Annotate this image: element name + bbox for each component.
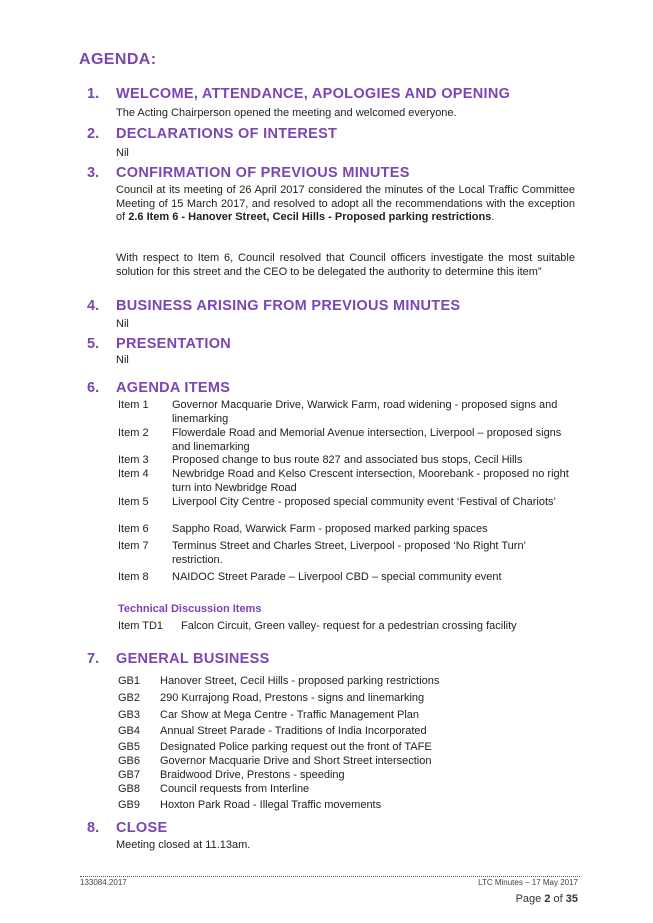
- general-business-item: [0, 769, 653, 783]
- section-3-title: CONFIRMATION OF PREVIOUS MINUTES: [116, 165, 410, 181]
- section-8-body: Meeting closed at 11.13am.: [116, 839, 251, 851]
- general-business-code: GB7: [118, 769, 141, 781]
- agenda-item-code: Item 4: [118, 468, 149, 480]
- general-business-code: GB1: [118, 675, 141, 687]
- section-2-title: DECLARATIONS OF INTEREST: [116, 126, 338, 142]
- section-3-paragraph-2: With respect to Item 6, Council resolved that Council officers investigate the most suitable solution for this street and the CEO to be delegated the authority to determine this item”: [116, 252, 575, 278]
- agenda-item: [0, 468, 653, 494]
- general-business-code: GB6: [118, 755, 141, 767]
- agenda-item: [0, 427, 653, 453]
- page-current: 2: [544, 893, 551, 905]
- page-label: Page: [515, 893, 545, 905]
- general-business-code: GB5: [118, 741, 141, 753]
- general-business-code: GB3: [118, 709, 141, 721]
- general-business-item: [0, 799, 653, 813]
- agenda-item: [0, 399, 653, 425]
- agenda-item: [0, 571, 653, 585]
- agenda-item-description: Proposed change to bus route 827 and associated bus stops, Cecil Hills: [172, 454, 523, 466]
- section-7-title: GENERAL BUSINESS: [116, 651, 270, 667]
- technical-item-description: Falcon Circuit, Green valley- request for a pedestrian crossing facility: [181, 620, 517, 632]
- page-number: [516, 893, 578, 905]
- section-6-number: 6.: [87, 380, 100, 396]
- agenda-item-code: Item 7: [118, 540, 149, 552]
- section-5-number: 5.: [87, 336, 100, 352]
- footer-document-title: LTC Minutes – 17 May 2017: [478, 878, 578, 887]
- agenda-item-code: Item 8: [118, 571, 149, 583]
- agenda-item-code: Item 6: [118, 523, 149, 535]
- general-business-description: Designated Police parking request out the front of TAFE: [160, 741, 432, 753]
- agenda-item-description: Terminus Street and Charles Street, Liverpool - proposed ‘No Right Turn’ restriction.: [172, 540, 526, 566]
- page-total: 35: [565, 893, 578, 905]
- footer-divider: [80, 876, 580, 877]
- agenda-item-description: NAIDOC Street Parade – Liverpool CBD – special community event: [172, 571, 502, 583]
- agenda-item: [0, 454, 653, 468]
- general-business-code: GB2: [118, 692, 141, 704]
- section-4-body: Nil: [116, 318, 129, 330]
- general-business-description: Council requests from Interline: [160, 783, 310, 795]
- general-business-item: [0, 725, 653, 739]
- section-1-title: WELCOME, ATTENDANCE, APOLOGIES AND OPENING: [116, 86, 511, 102]
- section-5-title: PRESENTATION: [116, 336, 232, 352]
- agenda-item: [0, 496, 653, 510]
- section-8-title: CLOSE: [116, 820, 168, 836]
- general-business-item: [0, 692, 653, 706]
- agenda-item-description: Newbridge Road and Kelso Crescent intersection, Moorebank - proposed no right turn into Newbridge Road: [172, 468, 569, 494]
- general-business-item: [0, 783, 653, 797]
- agenda-item-code: Item 2: [118, 427, 149, 439]
- general-business-description: Braidwood Drive, Prestons - speeding: [160, 769, 345, 781]
- section-6-title: AGENDA ITEMS: [116, 380, 231, 396]
- agenda-item-description: Governor Macquarie Drive, Warwick Farm, road widening - proposed signs and linemarking: [172, 399, 558, 425]
- general-business-description: Car Show at Mega Centre - Traffic Management Plan: [160, 709, 420, 721]
- general-business-item: [0, 755, 653, 769]
- technical-discussion-heading: Technical Discussion Items: [118, 603, 262, 615]
- section-3-bold-reference: 2.6 Item 6 - Hanover Street, Cecil Hills - Proposed parking restrictions: [128, 211, 492, 223]
- agenda-item-code: Item 1: [118, 399, 149, 411]
- general-business-description: Hoxton Park Road - Illegal Traffic movements: [160, 799, 382, 811]
- footer-document-number: 133084.2017: [80, 878, 127, 887]
- agenda-item: [0, 540, 653, 566]
- section-3-number: 3.: [87, 165, 100, 181]
- general-business-item: [0, 675, 653, 689]
- general-business-description: Annual Street Parade - Traditions of India Incorporated: [160, 725, 427, 737]
- general-business-code: GB9: [118, 799, 141, 811]
- section-2-body: Nil: [116, 147, 129, 159]
- agenda-item-code: Item 3: [118, 454, 149, 466]
- technical-item: [0, 620, 653, 634]
- section-8-number: 8.: [87, 820, 100, 836]
- section-1-body: The Acting Chairperson opened the meeting and welcomed everyone.: [116, 107, 457, 119]
- general-business-code: GB4: [118, 725, 141, 737]
- page-separator: of: [550, 893, 566, 905]
- agenda-item-code: Item 5: [118, 496, 149, 508]
- general-business-item: [0, 741, 653, 755]
- section-2-number: 2.: [87, 126, 100, 142]
- technical-item-code: Item TD1: [118, 620, 164, 632]
- section-3-text: Council at its meeting of 26 April 2017 considered the minutes of the Local Traffic Committee Meeting of 15 March 2017, and resolved to adopt all the recommendations with the exception of: [116, 184, 575, 223]
- section-3-text-end: .: [491, 211, 495, 223]
- agenda-item: [0, 523, 653, 537]
- general-business-item: [0, 709, 653, 723]
- section-3-paragraph: [116, 184, 575, 225]
- general-business-code: GB8: [118, 783, 141, 795]
- agenda-item-description: Flowerdale Road and Memorial Avenue intersection, Liverpool – proposed signs and linemarking: [172, 427, 562, 453]
- agenda-item-description: Sappho Road, Warwick Farm - proposed marked parking spaces: [172, 523, 488, 535]
- section-4-title: BUSINESS ARISING FROM PREVIOUS MINUTES: [116, 298, 461, 314]
- general-business-description: Hanover Street, Cecil Hills - proposed parking restrictions: [160, 675, 440, 687]
- general-business-description: Governor Macquarie Drive and Short Street intersection: [160, 755, 432, 767]
- agenda-item-description: Liverpool City Centre - proposed special community event ‘Festival of Chariots’: [172, 496, 556, 508]
- section-4-number: 4.: [87, 298, 100, 314]
- agenda-title: AGENDA:: [79, 51, 157, 68]
- section-5-body: Nil: [116, 354, 129, 366]
- general-business-description: 290 Kurrajong Road, Prestons - signs and linemarking: [160, 692, 425, 704]
- section-1-number: 1.: [87, 86, 100, 102]
- section-7-number: 7.: [87, 651, 100, 667]
